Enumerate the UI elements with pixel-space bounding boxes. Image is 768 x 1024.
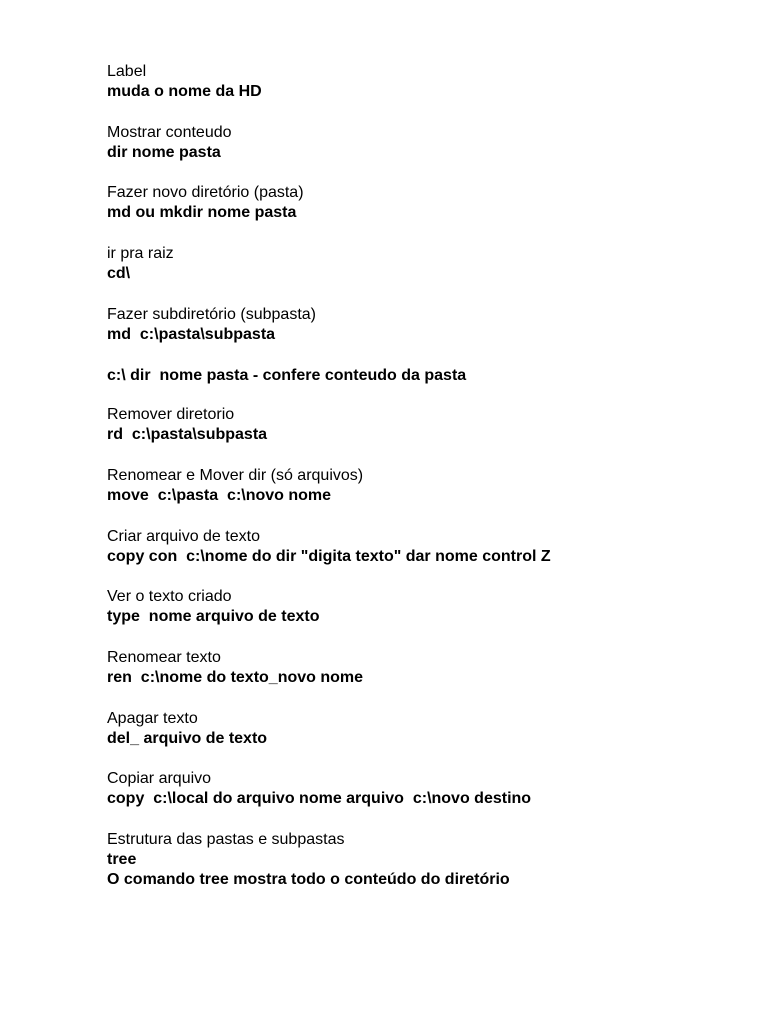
entry-remover-diretorio — [107, 405, 267, 445]
entry-command: type nome arquivo de texto — [107, 608, 320, 625]
entry-command: cd\ — [107, 265, 131, 282]
entry-command: c:\ dir nome pasta - confere conteudo da pasta — [107, 367, 467, 384]
entry-copiar-arquivo — [107, 769, 531, 809]
entry-title: Renomear texto — [107, 649, 221, 666]
entry-novo-diretorio — [107, 183, 304, 223]
entry-title: Ver o texto criado — [107, 588, 232, 605]
entry-command: md c:\pasta\subpasta — [107, 326, 276, 343]
entry-criar-arquivo — [107, 527, 551, 567]
entry-title: Fazer novo diretório (pasta) — [107, 184, 304, 201]
entry-title: Mostrar conteudo — [107, 124, 232, 141]
entry-title: Label — [107, 63, 147, 80]
entry-title: Criar arquivo de texto — [107, 528, 260, 545]
entry-title: Apagar texto — [107, 710, 198, 727]
entry-command: copy c:\local do arquivo nome arquivo c:\novo destino — [107, 790, 532, 807]
entry-title: Fazer subdiretório (subpasta) — [107, 306, 316, 323]
entry-mostrar-conteudo — [107, 123, 232, 163]
entry-title: Remover diretorio — [107, 406, 235, 423]
entry-command: tree — [107, 851, 137, 868]
entry-renomear-texto — [107, 648, 363, 688]
entry-ir-raiz — [107, 244, 174, 284]
entry-command: md ou mkdir nome pasta — [107, 204, 297, 221]
entry-command: copy con c:\nome do dir "digita texto" dar nome control Z — [107, 548, 551, 565]
entry-label — [107, 62, 262, 102]
entry-command: ren c:\nome do texto_novo nome — [107, 669, 364, 686]
entry-note: O comando tree mostra todo o conteúdo do diretório — [107, 871, 510, 888]
entry-title: Renomear e Mover dir (só arquivos) — [107, 467, 364, 484]
entry-command: move c:\pasta c:\novo nome — [107, 487, 332, 504]
entry-command: muda o nome da HD — [107, 83, 262, 100]
entry-estrutura-pastas — [107, 830, 510, 890]
entry-title: Copiar arquivo — [107, 770, 212, 787]
entry-title: ir pra raiz — [107, 245, 174, 262]
entry-title: Estrutura das pastas e subpastas — [107, 831, 345, 848]
entry-ver-texto — [107, 587, 319, 627]
entry-renomear-mover — [107, 466, 363, 506]
entry-command: dir nome pasta — [107, 144, 221, 161]
entry-command: del_ arquivo de texto — [107, 730, 268, 747]
entry-subdiretorio — [107, 305, 316, 345]
entry-apagar-texto — [107, 709, 267, 749]
entry-command: rd c:\pasta\subpasta — [107, 426, 268, 443]
entry-confere-conteudo — [107, 366, 466, 386]
